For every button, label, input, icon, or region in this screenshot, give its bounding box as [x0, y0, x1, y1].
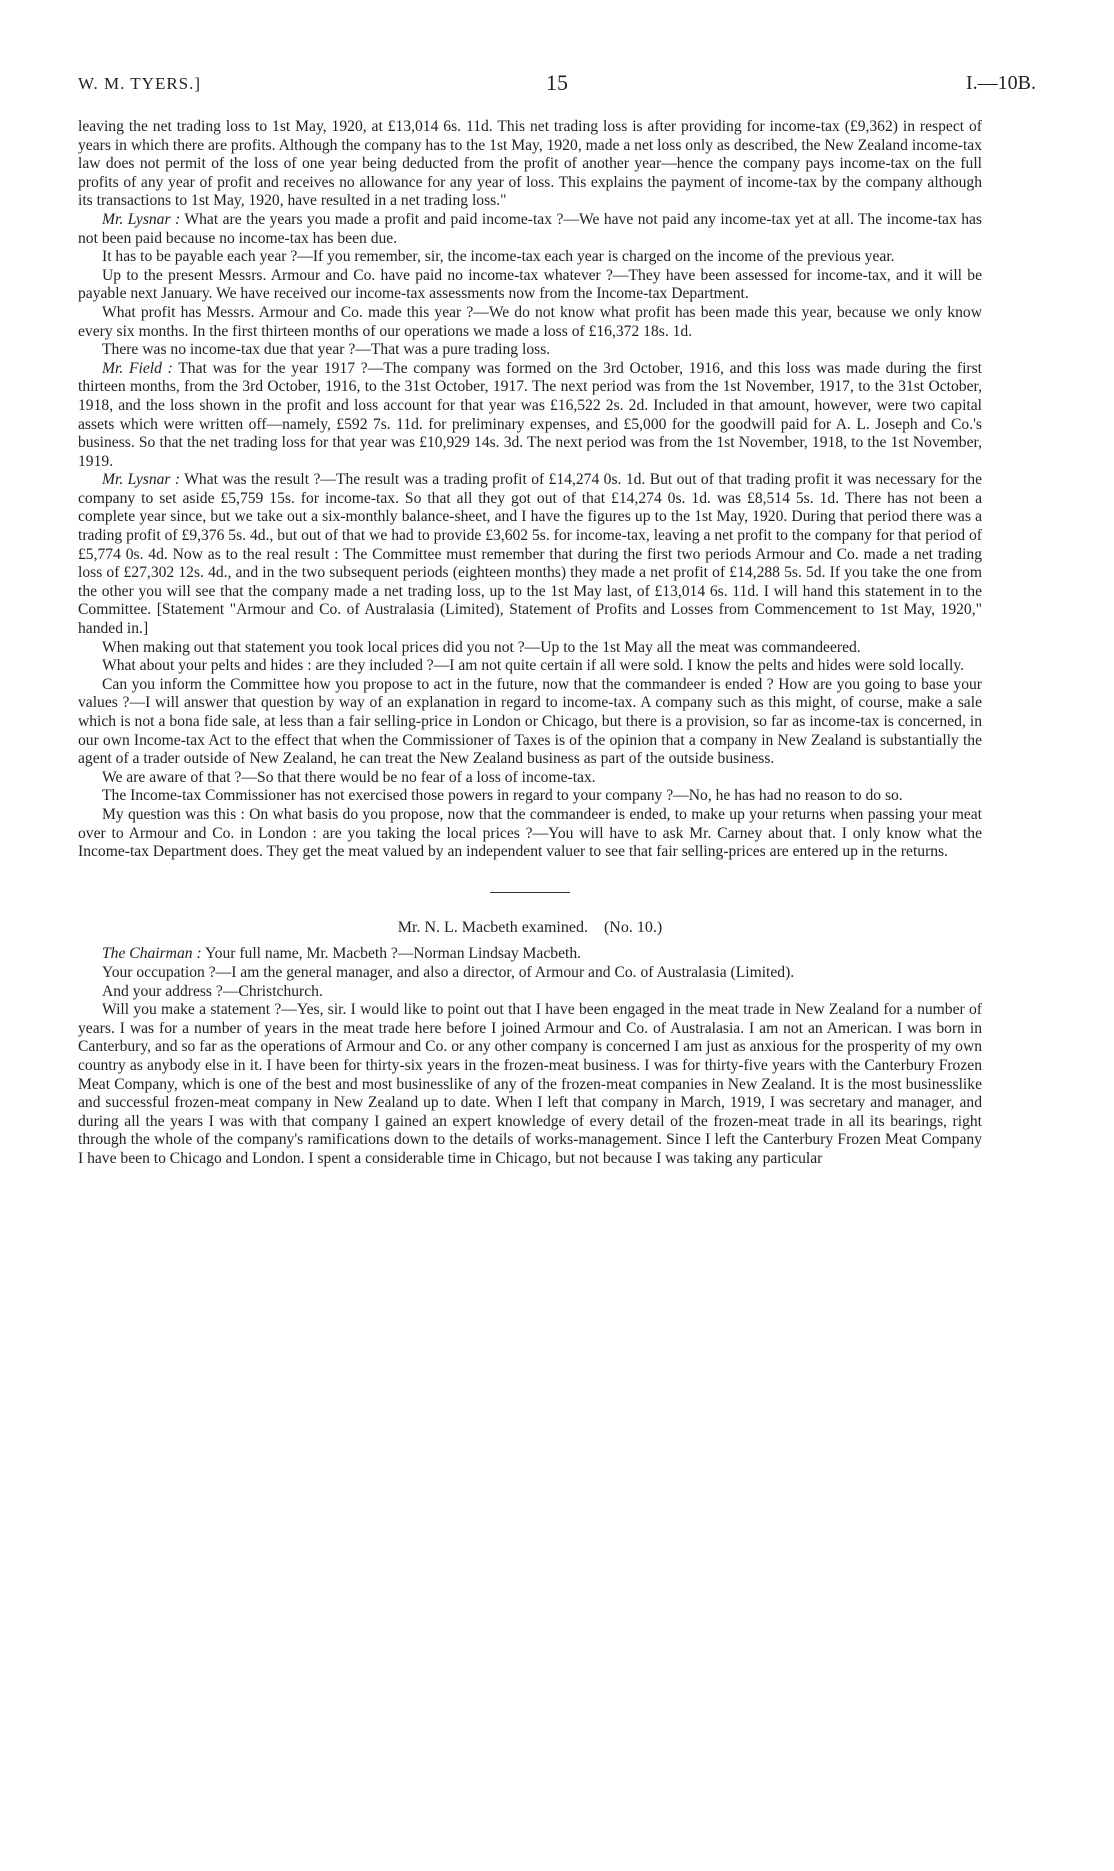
witness-heading: Mr. N. L. Macbeth examined.	[397, 918, 588, 936]
paragraph: We are aware of that ?—So that there would be no fear of a loss of income-tax.	[102, 768, 596, 786]
paragraph: The Income-tax Commissioner has not exercised those powers in regard to your company ?—No, he has had no reason to do so.	[102, 787, 903, 805]
speaker-label: The Chairman :	[102, 945, 202, 963]
section-divider	[490, 892, 570, 893]
page-number: 15	[546, 70, 568, 95]
paragraph: And your address ?—Christchurch.	[102, 982, 323, 1000]
paragraph: What profit has Messrs. Armour and Co. made this year ?—We do not know what profit has been made this year, because we only know every six months. In the first thirteen months of our operations we made a loss of £16,372 18s. 1d.	[78, 303, 982, 340]
paragraph: Can you inform the Committee how you propose to act in the future, now that the commandeer is ended ? How are you going to base your values ?—I will answer that question by way of an explanation in regard to income-tax. A company such as this might, of course, make a sale which is not a bona fide sale, at less than a fair selling-price in London or Chicago, but there is a provision, so far as income-tax is concerned, in our own Income-tax Act to the effect that when the Commissioner of Taxes is of the opinion that a company in New Zealand is substantially the agent of a trader outside of New Zealand, he can treat the New Zealand business as part of the outside business.	[78, 675, 982, 768]
paragraph: When making out that statement you took local prices did you not ?—Up to the 1st May all the meat was commandeered.	[102, 638, 861, 656]
document-reference: I.—10B.	[966, 72, 1036, 94]
paragraph: Mr. Lysnar : What are the years you made a profit and paid income-tax ?—We have not paid any income-tax yet at all. The income-tax has not been paid because no income-tax has been due.	[78, 210, 983, 247]
witness-number: (No. 10.)	[603, 918, 663, 936]
paragraph: My question was this : On what basis do you propose, now that the commandeer is ended, to make up your returns when passing your meat over to Armour and Co. in London : are you taking the local prices ?—You will have to ask Mr. Carney about that. I only know what the Income-tax Department does. They get the meat valued by an independent valuer to see that fair selling-prices are entered up in the returns.	[78, 805, 982, 861]
paragraph: It has to be payable each year ?—If you remember, sir, the income-tax each year is charged on the income of the previous year.	[102, 248, 895, 266]
section-heading	[78, 919, 982, 938]
page-header	[78, 70, 1036, 100]
document-body	[78, 118, 982, 1168]
running-head-left: W. M. TYERS.]	[78, 74, 202, 93]
paragraph: The Chairman : Your full name, Mr. Macbeth ?—Norman Lindsay Macbeth.	[102, 945, 582, 963]
paragraph: Your occupation ?—I am the general manager, and also a director, of Armour and Co. of Australasia (Limited).	[102, 963, 795, 981]
paragraph: Mr. Lysnar : What was the result ?—The result was a trading profit of £14,274 0s. 1d. But out of that trading profit it was necessary for the company to set aside £5,759 15s. for income-tax. So that all they got out of that £14,274 0s. 1d. was £8,514 5s. 1d. There has not been a complete year since, but we take out a six-monthly balance-sheet, and I have the figures up to the 1st May, 1920. During that period there was a trading profit of £9,376 5s. 4d., but out of that we had to provide £3,602 5s. for income-tax, leaving a net profit to the company for that period of £5,774 0s. 4d. Now as to the real result : The Committee must remember that during the first two periods Armour and Co. made a net trading loss of £27,302 12s. 4d., and in the two subsequent periods (eighteen months) they made a net profit of £14,288 5s. 5d. If you take the one from the other you will see that the company made a net trading loss, up to the 1st May last, of £13,014 6s. 11d. I will hand this statement in to the Committee. [Statement "Armour and Co. of Australasia (Limited), Statement of Profits and Losses from Commencement to 1st May, 1920," handed in.]	[78, 471, 983, 638]
speaker-label: Mr. Field :	[102, 359, 173, 377]
speaker-label: Mr. Lysnar :	[102, 210, 181, 228]
paragraph: Up to the present Messrs. Armour and Co. have paid no income-tax whatever ?—They have been assessed for income-tax, and it will be payable next January. We have received our income-tax assessments now from the Income-tax Department.	[78, 266, 982, 303]
paragraph: There was no income-tax due that year ?—That was a pure trading loss.	[102, 341, 551, 359]
paragraph: leaving the net trading loss to 1st May, 1920, at £13,014 6s. 11d. This net trading loss is after providing for income-tax (£9,362) in respect of years in which there are profits. Although the company has to the 1st May, 1920, made a net loss only as described, the New Zealand income-tax law does not permit of the loss of one year being deducted from the profit of another year—hence the company pays income-tax on the full profits of any year of profit and receives no allowance for any year of loss. This explains the payment of income-tax by the company although its transactions to 1st May, 1920, have resulted in a net trading loss."	[78, 118, 982, 210]
speaker-label: Mr. Lysnar :	[102, 471, 181, 489]
paragraph: What about your pelts and hides : are they included ?—I am not quite certain if all were sold. I know the pelts and hides were sold locally.	[102, 657, 965, 675]
paragraph: Will you make a statement ?—Yes, sir. I would like to point out that I have been engaged in the meat trade in New Zealand for a number of years. I was for a number of years in the meat trade here before I joined Armour and Co. of Australasia. I am not an American. I was born in Canterbury, and so far as the operations of Armour and Co. or any other company is concerned I am just as anxious for the prosperity of my own country as anybody else in it. I have been for thirty-six years in the frozen-meat business. I was for thirty-five years with the Canterbury Frozen Meat Company, which is one of the best and most businesslike of any of the frozen-meat companies in New Zealand. It is the most businesslike and successful frozen-meat company in New Zealand up to date. When I left that company in March, 1919, I was secretary and manager, and during all the years I was with that company I gained an expert knowledge of every detail of the frozen-meat trade in all its bearings, right through the whole of the company's ramifications down to the details of works-management. Since I left the Canterbury Frozen Meat Company I have been to Chicago and London. I spent a considerable time in Chicago, but not because I was taking any particular	[78, 1001, 982, 1167]
paragraph: Mr. Field : That was for the year 1917 ?—The company was formed on the 3rd October, 1916, and this loss was made during the first thirteen months, from the 3rd October, 1916, to the 31st October, 1917. The next period was from the 1st November, 1917, to the 31st October, 1918, and the loss shown in the profit and loss account for that year was £16,522 2s. 2d. Included in that amount, however, were two capital assets which were written off—namely, £592 7s. 11d. for preliminary expenses, and £5,000 for the goodwill paid for A. L. Joseph and Co.'s business. So that the net trading loss for that year was £10,929 14s. 3d. The next period was from the 1st November, 1918, to the 1st November, 1919.	[78, 359, 982, 470]
